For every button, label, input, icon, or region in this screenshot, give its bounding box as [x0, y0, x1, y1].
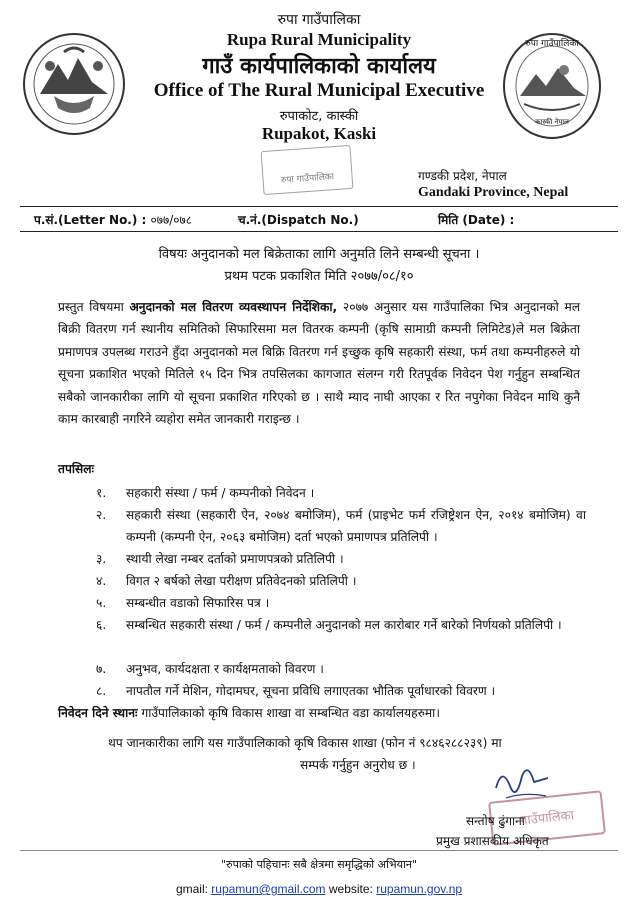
item-text: स्थायी लेखा नम्बर दर्ताको प्रमाणपत्रको प्रतिलिपी ।: [126, 552, 344, 566]
item-text: विगत २ बर्षको लेखा परीक्षण प्रतिवेदनको प्रतिलिपी ।: [126, 574, 357, 588]
signatory-title: प्रमुख प्रशासकीय अधिकृत: [436, 834, 549, 848]
letter-number: [34, 211, 192, 228]
letter-value: ०७७/०७८: [150, 213, 192, 227]
contact-line-1: थप जानकारीका लागि यस गाउँपालिकाको कृषि विकास शाखा (फोन नं ९८४६२८८२३९) मा: [108, 736, 502, 750]
submission-text: गाउँपालिकाको कृषि विकास शाखा वा सम्बन्धित वडा कार्यालयहरुमा।: [137, 706, 440, 720]
footer-slogan: "रुपाको पहिचानः सबै क्षेत्रमा समृद्धिको अभियान": [220, 858, 418, 871]
list-item: [96, 482, 586, 504]
item-number: ५.: [96, 596, 107, 610]
province-en: Gandaki Province, Nepal: [418, 185, 569, 200]
province-np: गण्डकी प्रदेश, नेपाल: [418, 169, 507, 183]
item-number: ४.: [96, 574, 107, 588]
date-field: मिति (Date) :: [438, 213, 515, 227]
item-text: सम्बन्धीत वडाको सिफारिस पत्र ।: [126, 596, 270, 610]
office-name-np: गाउँ कार्यपालिकाको कार्यालय: [202, 54, 436, 79]
signature-stamp-text: गाउँपालिका: [519, 808, 575, 829]
website-label: website:: [325, 882, 377, 896]
footer-divider: [20, 850, 618, 851]
footer-contact: [0, 882, 638, 896]
signatory-name: सन्तोष ढुंगाना: [466, 814, 525, 828]
item-text: नापतौल गर्ने मेशिन, गोदामघर, सूचना प्रविधि लगाएतका भौतिक पूर्वाधारको विवरण ।: [126, 684, 496, 698]
address-en: Rupakot, Kaski: [261, 124, 377, 143]
intro-bold: अनुदानको मल वितरण व्यवस्थापन निर्देशिका,: [129, 300, 338, 314]
stamp-text: रुपा गाउँपालिका: [280, 172, 335, 186]
item-text: सम्बन्धित सहकारी संस्था / फर्म / कम्पनीले अनुदानको मल कारोबार गर्ने बारेको निर्णयको प्रतिलिपी ।: [126, 618, 562, 632]
list-item: [96, 548, 586, 570]
published-date-line: प्रथम पटक प्रकाशित मिति २०७७/०८/१०: [224, 269, 414, 284]
list-item: [96, 614, 586, 636]
subject-line: विषयः अनुदानको मल बिक्रेताका लागि अनुमति लिने सम्बन्धी सूचना ।: [158, 247, 480, 262]
municipality-name-en: Rupa Rural Municipality: [226, 30, 412, 49]
list-item: [96, 658, 586, 680]
item-text: सहकारी संस्था (सहकारी ऐन, २०७४ बमोजिम), फर्म (प्राइभेट फर्म रजिष्ट्रेशन ऐन, २०१४ बमोजिम) वा कम्पनी (कम्पनी ऐन, २०६३ बमोजिम) दर्ता भएको प्रमाणपत्र प्रतिलिपी ।: [126, 508, 586, 544]
item-text: सहकारी संस्था / फर्म / कम्पनीको निवेदन ।: [126, 486, 315, 500]
item-number: ७.: [96, 662, 107, 676]
intro-rest: २०७७ अनुसार यस गाउँपालिका भित्र अनुदानको मल बिक्री वितरण गर्न स्थानीय समितिको सिफारिसमा मल वितरक कम्पनी (कृषि सामाग्री कम्पनी लिमिटेड)ले मल बिक्रेता प्रमाणपत्र उपलब्ध गराउने हुँदा अनुदानको मल बिक्रि वितरण गर्न इच्छुक कृषि सहकारी संस्था, फर्म तथा कम्पनीहरुले यो सूचना प्रकाशित भएको मितिले १५ दिन भित्र तपसिलका कागजात संलग्न गरी रितपूर्वक निवेदन पेश गर्नुहुन सम्बन्धित सबैको जानकारीका लागि यो सूचना प्रकाशित गरिएको छ । साथै म्याद नाघी आएका र रित नपुगेका निवेदन माथि कुनै काम कारबाही नगरिने व्यहोरा समेत जानकारी गराइन्छ ।: [58, 300, 581, 427]
logo-right-bottom-text: कास्की नेपाल: [535, 118, 569, 126]
item-number: ८.: [96, 684, 107, 698]
list-item: [96, 592, 586, 614]
item-number: ३.: [96, 552, 107, 566]
tapsil-label: तपसिलः: [58, 462, 94, 476]
address-np: रुपाकोट, कास्की: [279, 109, 359, 124]
item-text: अनुभव, कार्यदक्षता र कार्यक्षमताको विवरण ।: [126, 662, 324, 676]
letter-label: प.सं.(Letter No.) :: [34, 213, 151, 227]
list-item: [96, 680, 586, 702]
website-link[interactable]: rupamun.gov.np: [376, 882, 463, 896]
contact-line-2: सम्पर्क गर्नुहुन अनुरोध छ ।: [300, 758, 416, 772]
item-number: ६.: [96, 618, 107, 632]
submission-label: निवेदन दिने स्थानः: [58, 706, 138, 720]
office-stamp: [261, 145, 354, 195]
submission-place: [58, 704, 598, 721]
item-number: २.: [96, 508, 107, 522]
intro-lead: प्रस्तुत विषयमा: [58, 300, 130, 314]
notice-paragraph: [58, 296, 580, 430]
list-item: [96, 570, 586, 592]
office-name-en: Office of The Rural Municipal Executive: [153, 80, 485, 101]
municipality-name-np: रुपा गाउँपालिका: [277, 12, 361, 28]
reference-bar: [20, 206, 618, 232]
item-number: १.: [96, 486, 107, 500]
logo-right-top-text: रुपा गाउँपालिका: [525, 39, 579, 49]
dispatch-number: च.नं.(Dispatch No.): [238, 213, 359, 227]
list-item: [96, 504, 586, 548]
email-link[interactable]: rupamun@gmail.com: [211, 882, 326, 896]
gmail-label: gmail:: [175, 882, 212, 896]
